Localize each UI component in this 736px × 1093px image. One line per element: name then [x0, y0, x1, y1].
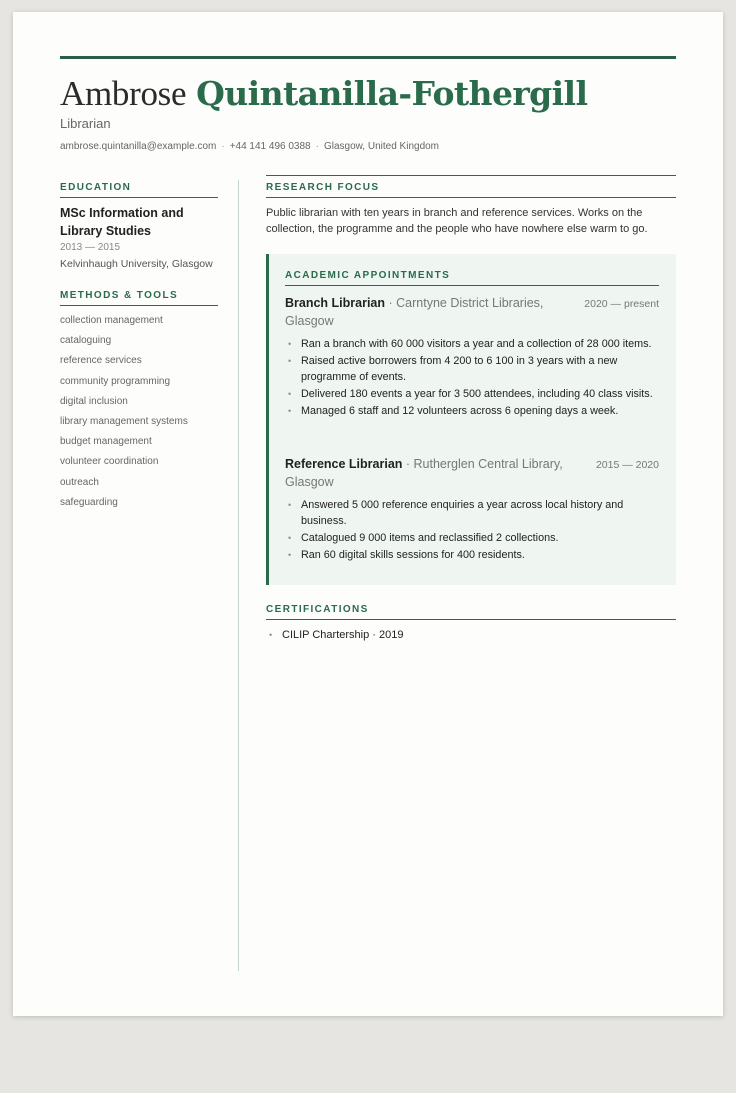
location: Glasgow, United Kingdom [323, 141, 440, 152]
tool-item: outreach [60, 476, 99, 488]
job-role: Librarian [60, 116, 111, 131]
tool-item: volunteer coordination [60, 456, 159, 468]
column-divider [238, 180, 239, 971]
education-heading: EDUCATION [60, 182, 218, 198]
bullet-item: • Managed 6 staff and 12 volunteers across 6 opening days a week. [285, 403, 659, 419]
appointment-organization: Rutherglen Central Library, Glasgow [285, 457, 563, 489]
bullet-item: • Raised active borrowers from 4 200 to 6 100 in 3 years with a new programme of events. [285, 353, 659, 385]
contact-separator: · [221, 141, 225, 152]
tool-item: reference services [60, 355, 142, 367]
appointments-panel [266, 254, 676, 585]
bullet-item: • Answered 5 000 reference enquiries a year across local history and business. [285, 497, 659, 529]
tool-item: collection management [60, 315, 163, 326]
methods-tools-heading: METHODS & TOOLS [60, 290, 218, 306]
appointment-header [285, 455, 659, 491]
tool-item: community programming [60, 375, 171, 387]
top-rule [60, 56, 676, 59]
appointment-organization: Carntyne District Libraries, Glasgow [285, 296, 544, 328]
tools-list [60, 314, 188, 516]
appointment-header [285, 294, 659, 330]
bullet-item: • Catalogued 9 000 items and reclassified 2 collections. [285, 530, 659, 546]
appointment-title: Branch Librarian [285, 296, 386, 310]
education-years: 2013 — 2015 [60, 242, 121, 253]
candidate-name [60, 74, 587, 114]
certifications-list [266, 627, 676, 643]
appointment-dates: 2020 — present [584, 298, 659, 310]
appointment-dates: 2015 — 2020 [595, 459, 659, 471]
appointment-entry [285, 294, 659, 420]
appointments-heading: ACADEMIC APPOINTMENTS [285, 270, 659, 286]
first-name: Ambrose [60, 74, 187, 113]
tool-item: budget management [60, 436, 152, 448]
research-summary: Public librarian with ten years in branch and reference services. Works on the collection, the programme and the people who have nowhere else warm to go. [266, 207, 648, 235]
appointment-separator: · [385, 296, 397, 310]
tool-item: library management systems [60, 415, 188, 427]
tool-item: cataloguing [60, 335, 112, 347]
resume-page [13, 12, 723, 1016]
appointment-title: Reference Librarian [285, 457, 403, 471]
appointment-entry [285, 455, 659, 564]
tool-item: safeguarding [60, 496, 118, 508]
bullet-item: • Ran 60 digital skills sessions for 400 residents. [285, 547, 659, 563]
bullet-item: • Ran a branch with 60 000 visitors a year and a collection of 28 000 items. [285, 336, 659, 352]
certifications-heading: CERTIFICATIONS [266, 604, 676, 620]
degree-title: MSc Information and Library Studies [60, 206, 184, 238]
research-focus-heading: RESEARCH FOCUS [266, 182, 676, 198]
education-school: Kelvinhaugh University, Glasgow [60, 258, 213, 270]
last-name: Quintanilla-Fothergill [196, 74, 588, 113]
contact-separator: · [315, 141, 319, 152]
contact-line [60, 141, 439, 152]
tool-item: digital inclusion [60, 395, 128, 407]
email-link[interactable]: ambrose.quintanilla@example.com [60, 141, 217, 152]
appointment-bullets [285, 497, 659, 563]
phone-number[interactable]: +44 141 496 0388 [229, 141, 311, 152]
bullet-item: • Delivered 180 events a year for 3 500 attendees, including 40 class visits. [285, 386, 659, 402]
appointment-separator: · [402, 457, 414, 471]
certification-item: • CILIP Chartership · 2019 [266, 627, 676, 643]
appointment-bullets [285, 336, 659, 419]
section-top-rule [266, 175, 676, 176]
